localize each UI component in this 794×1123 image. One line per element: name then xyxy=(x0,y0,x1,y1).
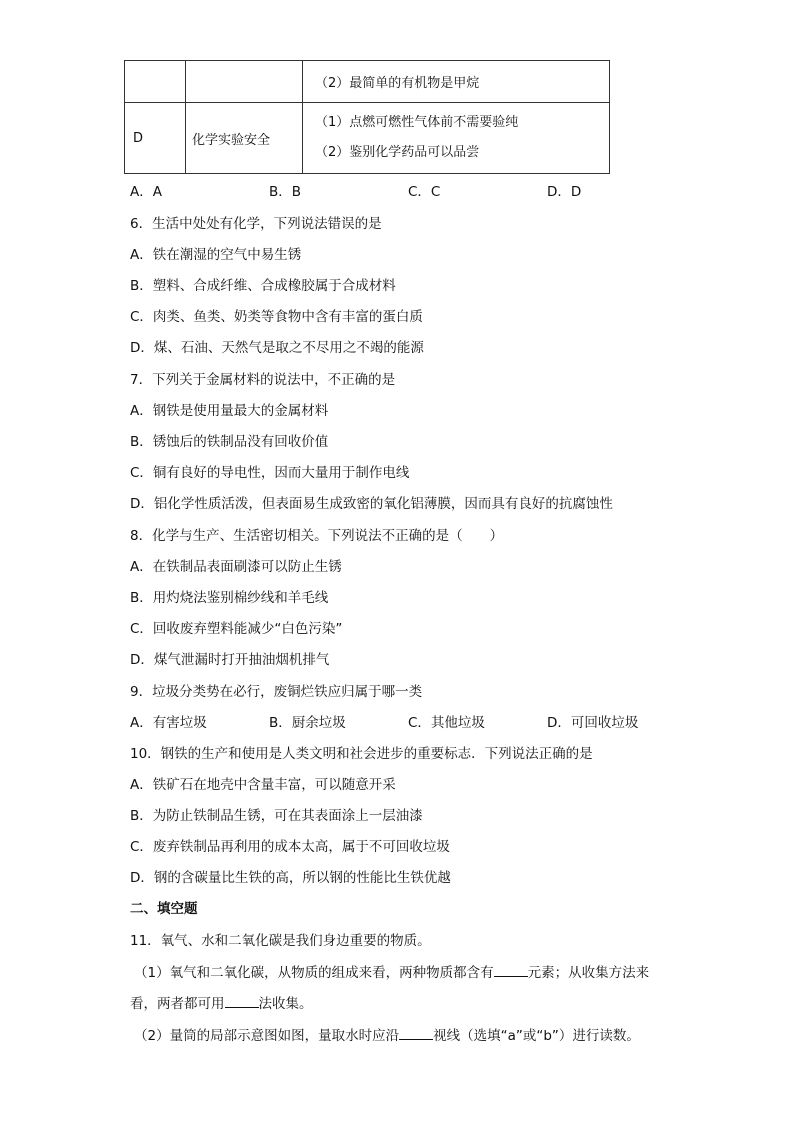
q10-option-d: D．钢的含碳量比生铁的高，所以钢的性能比生铁优越 xyxy=(130,870,451,886)
q10-stem: 10．钢铁的生产和使用是人类文明和社会进步的重要标志．下列说法正确的是 xyxy=(130,746,593,762)
section-heading: 二、填空题 xyxy=(130,901,198,917)
q8-stem: 8．化学与生产、生活密切相关。下列说法不正确的是（ ） xyxy=(130,528,504,544)
q6-stem: 6．生活中处处有化学，下列说法错误的是 xyxy=(130,216,382,232)
q6-option-d: D．煤、石油、天然气是取之不尽用之不竭的能源 xyxy=(130,340,424,356)
q9-option-b: B．厨余垃圾 xyxy=(269,715,346,731)
q11-stem: 11．氧气、水和二氧化碳是我们身边重要的物质。 xyxy=(130,933,431,949)
q11-text: （2）量筒的局部示意图如图，量取水时应沿 xyxy=(134,1028,400,1044)
q8-option-a: A．在铁制品表面刷漆可以防止生锈 xyxy=(130,559,342,575)
q10-option-a: A．铁矿石在地壳中含量丰富，可以随意开采 xyxy=(130,777,396,793)
table-cell-letter: D xyxy=(125,103,186,174)
table-cell-topic xyxy=(186,61,303,103)
table-cell-letter xyxy=(125,61,186,103)
q10-option-c: C．废弃铁制品再利用的成本太高，属于不可回收垃圾 xyxy=(130,839,450,855)
statement: （2）鉴别化学药品可以品尝 xyxy=(315,145,480,160)
table-cell-topic: 化学实验安全 xyxy=(186,103,303,174)
q6-option-c: C．肉类、鱼类、奶类等食物中含有丰富的蛋白质 xyxy=(130,309,423,325)
table-row xyxy=(125,61,610,103)
q10-option-b: B．为防止铁制品生锈，可在其表面涂上一层油漆 xyxy=(130,808,423,824)
q11-text: 视线（选填“a”或“b”）进行读数。 xyxy=(433,1028,640,1044)
q11-part2-line1 xyxy=(134,1025,640,1046)
q11-text: 元素；从收集方法来 xyxy=(527,965,650,981)
q7-option-d: D．铝化学性质活泼，但表面易生成致密的氧化铝薄膜，因而具有良好的抗腐蚀性 xyxy=(130,496,613,512)
knowledge-table xyxy=(124,60,610,174)
q11-text: 法收集。 xyxy=(258,996,313,1012)
q7-stem: 7．下列关于金属材料的说法中，不正确的是 xyxy=(130,372,396,388)
q5-option-d: D．D xyxy=(547,184,582,200)
q5-option-c: C．C xyxy=(408,184,441,200)
q11-text: 看，两者都可用 xyxy=(130,996,225,1012)
table-cell-statements xyxy=(303,103,610,174)
q5-option-b: B．B xyxy=(269,184,302,200)
answer-blank[interactable] xyxy=(494,962,528,977)
q7-option-b: B．锈蚀后的铁制品没有回收价值 xyxy=(130,434,329,450)
q11-part1-line1 xyxy=(134,962,649,983)
q9-stem: 9．垃圾分类势在必行，废铜烂铁应归属于哪一类 xyxy=(130,684,423,700)
q9-option-a: A．有害垃圾 xyxy=(130,715,207,731)
q11-part1-line2 xyxy=(130,993,313,1014)
q6-option-b: B．塑料、合成纤维、合成橡胶属于合成材料 xyxy=(130,278,396,294)
q6-option-a: A．铁在潮湿的空气中易生锈 xyxy=(130,247,302,263)
answer-blank[interactable] xyxy=(399,1025,433,1040)
q11-text: （1）氧气和二氧化碳，从物质的组成来看，两种物质都含有 xyxy=(134,965,494,981)
q9-option-d: D．可回收垃圾 xyxy=(547,715,639,731)
q8-option-d: D．煤气泄漏时打开抽油烟机排气 xyxy=(130,652,330,668)
answer-blank[interactable] xyxy=(225,993,259,1008)
statement: （1）点燃可燃性气体前不需要验纯 xyxy=(315,115,519,130)
table-cell-statement: （2）最简单的有机物是甲烷 xyxy=(303,61,610,103)
q7-option-a: A．钢铁是使用量最大的金属材料 xyxy=(130,403,329,419)
q9-option-c: C．其他垃圾 xyxy=(408,715,485,731)
q5-option-a: A．A xyxy=(130,184,162,200)
q8-option-b: B．用灼烧法鉴别棉纱线和羊毛线 xyxy=(130,590,329,606)
q8-option-c: C．回收废弃塑料能减少“白色污染” xyxy=(130,621,343,637)
q7-option-c: C．铜有良好的导电性，因而大量用于制作电线 xyxy=(130,465,410,481)
table-row xyxy=(125,103,610,174)
